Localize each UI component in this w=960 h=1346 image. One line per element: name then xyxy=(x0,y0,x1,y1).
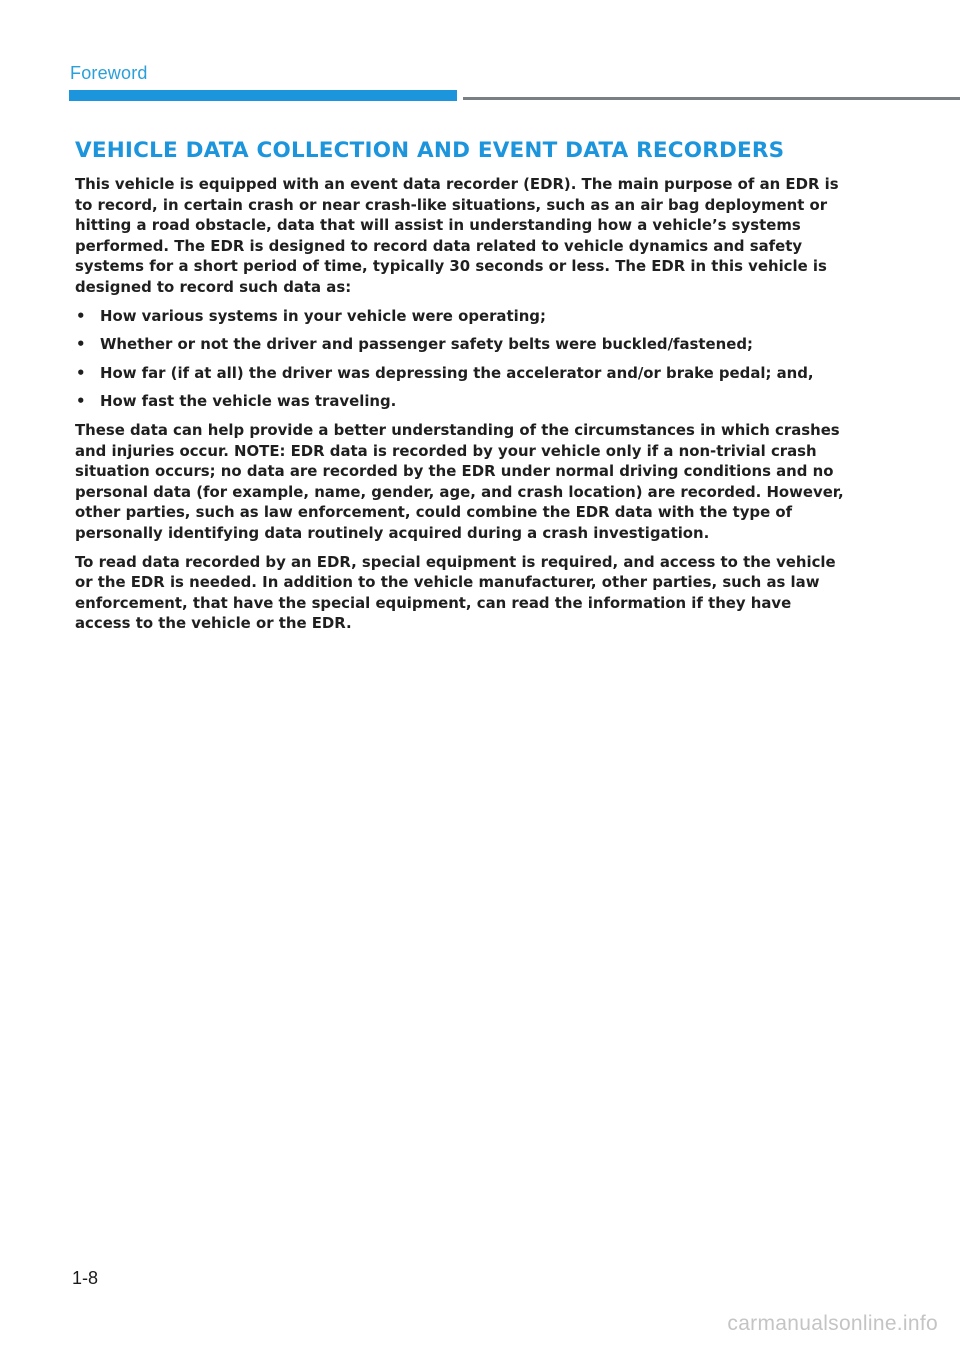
page-number: 1-8 xyxy=(72,1268,99,1288)
bullet-icon: • xyxy=(76,363,86,382)
list-item xyxy=(75,391,845,412)
bullet-list xyxy=(75,306,845,412)
list-item-text: Whether or not the driver and passenger safety belts were buckled/fastened; xyxy=(100,335,753,354)
list-item xyxy=(75,334,845,355)
list-item xyxy=(75,306,845,327)
list-item-text: How fast the vehicle was traveling. xyxy=(100,392,397,411)
bullet-icon: • xyxy=(76,306,86,325)
section-label: Foreword xyxy=(70,63,148,83)
watermark: carmanualsonline.info xyxy=(727,1312,938,1335)
bullet-icon: • xyxy=(76,335,86,354)
page-heading: VEHICLE DATA COLLECTION AND EVENT DATA RECORDERS xyxy=(75,138,785,163)
list-item-text: How far (if at all) the driver was depressing the accelerator and/or brake pedal; and, xyxy=(100,363,814,382)
list-item-text: How various systems in your vehicle were operating; xyxy=(100,306,546,325)
edr-access-paragraph: To read data recorded by an EDR, special equipment is required, and access to the vehicle or the EDR is needed. In addition to the vehicle manufacturer, other parties, such as law enforcement, that have the special equipment, can read the information if they have access to the vehicle or the EDR. xyxy=(75,552,836,633)
list-item xyxy=(75,363,845,384)
header-rule-accent xyxy=(69,90,457,101)
edr-data-paragraph: These data can help provide a better understanding of the circumstances in which crashes and injuries occur. NOTE: EDR data is recorded by your vehicle only if a non-trivial crash situation occurs; no data are recorded by the EDR under normal driving conditions and no personal data (for example, name, gender, age, and crash location) are recorded. However, other parties, such as law enforcement, could combine the EDR data with the type of personally identifying data routinely acquired during a crash investigation. xyxy=(75,420,844,542)
header-rule-gray xyxy=(463,97,960,100)
bullet-icon: • xyxy=(76,392,86,411)
intro-paragraph: This vehicle is equipped with an event data recorder (EDR). The main purpose of an EDR is to record, in certain crash or near crash-like situations, such as an air bag deployment or hitting a road obstacle, data that will assist in understanding how a vehicle’s systems performed. The EDR is designed to record data related to vehicle dynamics and safety systems for a short period of time, typically 30 seconds or less. The EDR in this vehicle is designed to record such data as: xyxy=(75,175,839,296)
main-content xyxy=(75,174,845,642)
